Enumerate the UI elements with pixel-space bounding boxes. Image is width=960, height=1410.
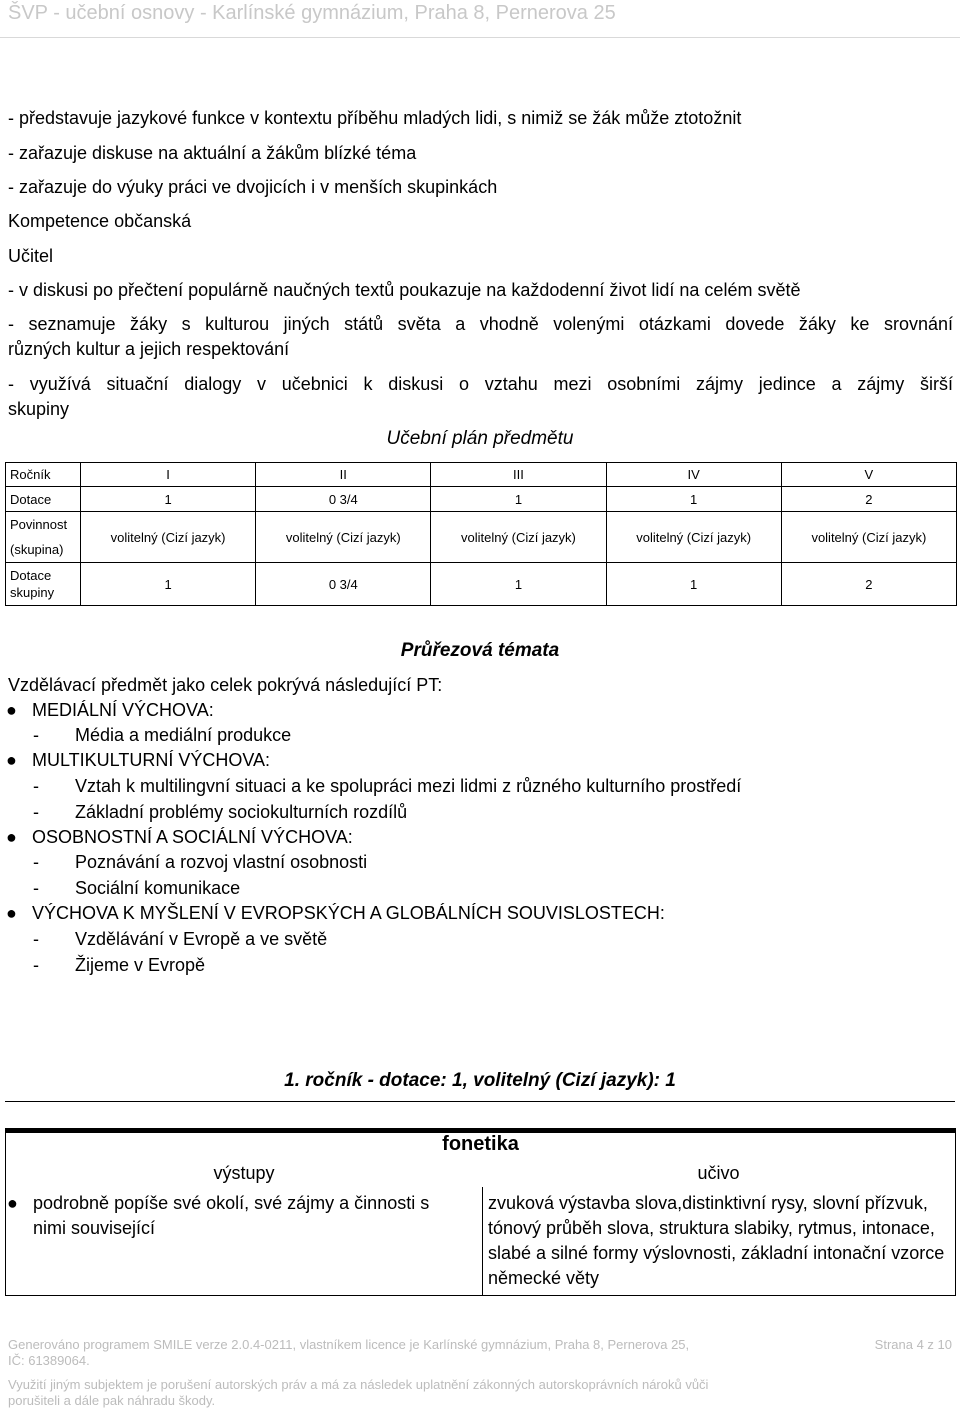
bullet-icon: ● <box>6 750 17 770</box>
content-text: zvuková výstavba slova,distinktivní rysy, slovní přízvuk, tónový průběh slova, struktura slabiky, rytmus, intonace, slabé a silné formy výslovnosti, základní intonační vzorce německé věty <box>488 1193 945 1288</box>
table-cell: 2 <box>781 487 956 512</box>
subject-plan-table <box>5 462 957 606</box>
bullet-icon: ● <box>7 1193 18 1213</box>
table-cell: 1 <box>81 487 256 512</box>
row-label: Dotace skupiny <box>6 563 81 606</box>
row-label: Povinnost (skupina) <box>6 512 81 563</box>
bullet-icon: ● <box>6 700 17 720</box>
topic-item: Poznávání a rozvoj vlastní osobnosti <box>75 852 368 872</box>
culture-paragraph-line1: - seznamuje žáky s kulturou jiných států světa a vhodně volenými otázkami dovede žáky ke srovnání <box>8 314 953 334</box>
table-row <box>6 487 957 512</box>
dash-icon: - <box>33 802 39 822</box>
table-cell: 1 <box>431 563 606 606</box>
teacher-heading: Učitel <box>8 246 54 266</box>
topic-item: Základní problémy sociokulturních rozdílů <box>75 802 408 822</box>
topic-heading: fonetika <box>442 1133 519 1155</box>
dash-icon: - <box>33 776 39 796</box>
footer-notice-line2: porušiteli a dále pak náhradu škody. <box>8 1393 216 1408</box>
topic-group <box>6 748 270 772</box>
dialog-paragraph-line1: - využívá situační dialogy v učebnici k diskusi o vztahu mezi osobními zájmy jedince a zájmy širší <box>8 374 953 394</box>
topic-group <box>6 901 665 925</box>
table-cell: II <box>256 463 431 487</box>
table-cell: V <box>781 463 956 487</box>
topic-group-name: OSOBNOSTNÍ A SOCIÁLNÍ VÝCHOVA: <box>32 827 353 847</box>
document-header-title: ŠVP - učební osnovy - Karlínské gymnázium, Praha 8, Pernerova 25 <box>8 2 616 24</box>
topic-item: Sociální komunikace <box>75 878 241 898</box>
grade-divider <box>5 1101 955 1102</box>
table-cell: volitelný (Cizí jazyk) <box>81 512 256 563</box>
topic-item: Žijeme v Evropě <box>75 955 206 975</box>
table-cell: 0 3/4 <box>256 563 431 606</box>
dash-icon: - <box>33 852 39 872</box>
intro-line: - zařazuje diskuse na aktuální a žákům blízké téma <box>8 143 417 163</box>
column-divider <box>482 1187 483 1295</box>
footer-generated-line2: IČ: 61389064. <box>8 1353 90 1368</box>
table-cell: 1 <box>431 487 606 512</box>
row-label: Dotace <box>6 487 81 512</box>
dialog-paragraph-line2: skupiny <box>8 399 70 419</box>
dash-icon: - <box>33 725 39 745</box>
dash-icon: - <box>33 955 39 975</box>
table-cell: volitelný (Cizí jazyk) <box>256 512 431 563</box>
table-cell: 1 <box>606 487 781 512</box>
intro-line: - představuje jazykové funkce v kontextu příběhu mladých lidi, s nimiž se žák může ztotožnit <box>8 108 742 128</box>
footer-notice-line1: Využití jiným subjektem je porušení autorských práv a má za následek uplatnění zákonných autorskoprávních nároků vůči <box>8 1377 709 1392</box>
dash-icon: - <box>33 929 39 949</box>
topic-group <box>6 825 353 849</box>
table-cell: 1 <box>81 563 256 606</box>
bullet-icon: ● <box>6 827 17 847</box>
curriculum-box <box>5 1128 956 1296</box>
row-label: Ročník <box>6 463 81 487</box>
topic-group-name: MEDIÁLNÍ VÝCHOVA: <box>32 700 214 720</box>
topic-item: Média a mediální produkce <box>75 725 292 745</box>
topic-item: Vzdělávání v Evropě a ve světě <box>75 929 328 949</box>
topic-group-name: MULTIKULTURNÍ VÝCHOVA: <box>32 750 271 770</box>
table-cell: I <box>81 463 256 487</box>
table-cell: 2 <box>781 563 956 606</box>
competence-heading: Kompetence občanská <box>8 211 192 231</box>
cross-topics-intro: Vzdělávací předmět jako celek pokrývá následující PT: <box>8 675 443 695</box>
grade-title: 1. ročník - dotace: 1, volitelný (Cizí jazyk): 1 <box>284 1070 676 1091</box>
table-cell: III <box>431 463 606 487</box>
table-cell: volitelný (Cizí jazyk) <box>781 512 956 563</box>
intro-line: - v diskusi po přečtení populárně naučných textů poukazuje na každodenní život lidí na celém světě <box>8 280 801 300</box>
intro-line: - zařazuje do výuky práci ve dvojicích i v menších skupinkách <box>8 177 498 197</box>
culture-paragraph-line2: různých kultur a jejich respektování <box>8 339 290 359</box>
table-cell: volitelný (Cizí jazyk) <box>431 512 606 563</box>
bullet-icon: ● <box>6 903 17 923</box>
outputs-column-header: výstupy <box>213 1163 275 1183</box>
topic-item: Vztah k multilingvní situaci a ke spolupráci mezi lidmi z různého kulturního prostředí <box>75 776 742 796</box>
topic-group-name: VÝCHOVA K MYŠLENÍ V EVROPSKÝCH A GLOBÁLNÍCH SOUVISLOSTECH: <box>32 903 665 923</box>
table-row <box>6 563 957 606</box>
page-number: Strana 4 z 10 <box>874 1337 952 1352</box>
table-cell: IV <box>606 463 781 487</box>
table-row <box>6 512 957 563</box>
header-divider <box>0 37 960 38</box>
plan-title: Učební plán předmětu <box>386 428 574 449</box>
table-cell: volitelný (Cizí jazyk) <box>606 512 781 563</box>
table-cell: 0 3/4 <box>256 487 431 512</box>
dash-icon: - <box>33 878 39 898</box>
table-row <box>6 463 957 487</box>
cross-topics-title: Průřezová témata <box>400 640 560 661</box>
topic-group <box>6 698 214 722</box>
table-cell: 1 <box>606 563 781 606</box>
content-column-header: učivo <box>697 1163 740 1183</box>
footer-generated-line1: Generováno programem SMILE verze 2.0.4-0211, vlastníkem licence je Karlínské gymnázium, Praha 8, Pernerova 25, <box>8 1337 690 1352</box>
output-item-text: podrobně popíše své okolí, své zájmy a činnosti s nimi související <box>33 1193 430 1238</box>
